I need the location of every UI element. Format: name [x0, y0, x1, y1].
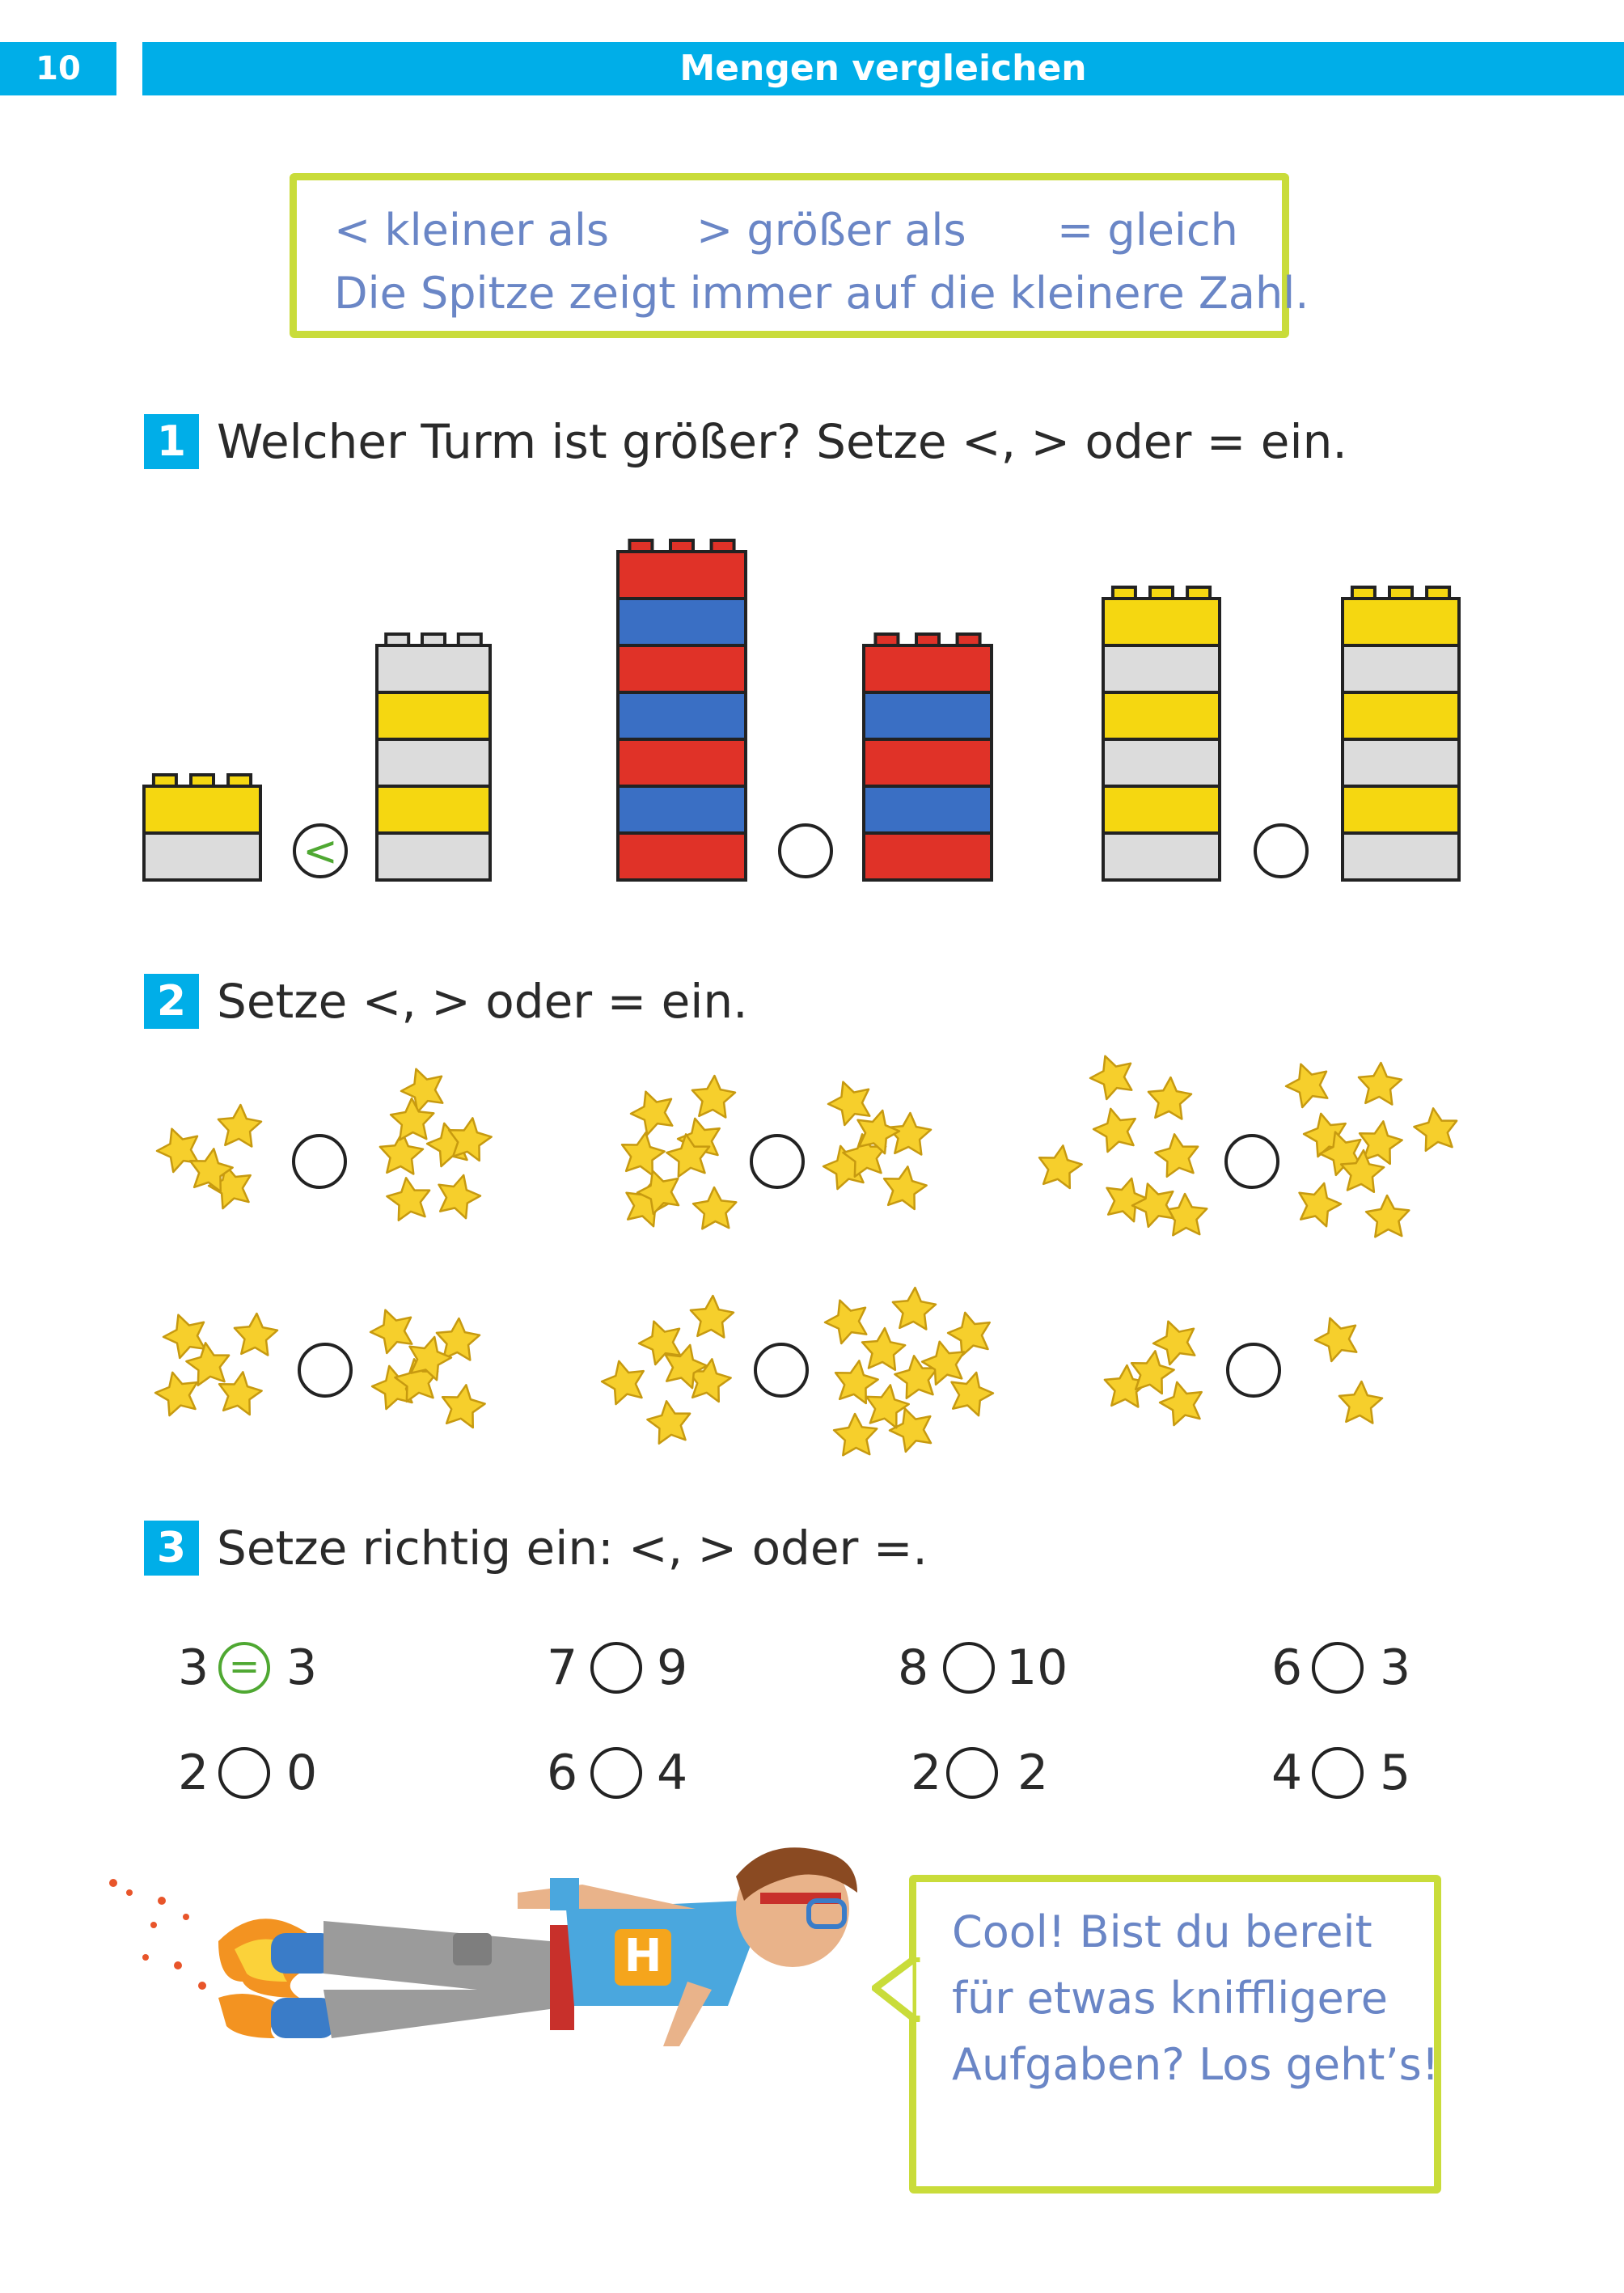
star — [689, 1295, 734, 1338]
star — [861, 1326, 907, 1370]
tower-brick — [864, 739, 992, 786]
bubble-line-1: Cool! Bist du bereit — [952, 1906, 1372, 1957]
tower-brick — [1103, 833, 1220, 880]
t3-r1c2-b: 9 — [657, 1639, 688, 1696]
t3-r2c1-answer[interactable] — [218, 1747, 270, 1799]
star — [1338, 1381, 1383, 1424]
tower-answer-circle-2[interactable] — [780, 825, 831, 877]
star — [233, 1313, 278, 1356]
tower-brick — [1343, 786, 1459, 833]
tower-brick — [1343, 599, 1459, 645]
tower-brick — [1103, 645, 1220, 692]
task-number-3: 3 — [144, 1521, 199, 1576]
tower-brick — [618, 833, 746, 880]
tower-brick — [864, 645, 992, 692]
star — [618, 1129, 666, 1176]
tower-brick-stud — [228, 775, 251, 786]
flying-hero-illustration — [97, 1844, 906, 2135]
star — [692, 1187, 737, 1229]
star — [1412, 1106, 1461, 1153]
bubble-line-2: für etwas kniffligere — [952, 1973, 1388, 2024]
star — [823, 1075, 877, 1128]
t3-r2c1-a: 2 — [178, 1745, 209, 1801]
star — [1309, 1311, 1364, 1364]
star — [891, 1287, 937, 1330]
star — [1127, 1177, 1182, 1229]
tower-brick — [377, 833, 490, 880]
tower-brick — [864, 692, 992, 739]
tower-brick-stud — [1352, 587, 1375, 599]
tower-brick — [144, 786, 260, 833]
tower-brick — [1343, 692, 1459, 739]
star — [217, 1104, 262, 1147]
info-less: < kleiner als — [334, 205, 609, 256]
tower-brick — [377, 739, 490, 786]
tower-brick-stud — [386, 634, 408, 645]
tower-brick-stud — [958, 634, 980, 645]
tower-brick-stud — [916, 634, 939, 645]
tower-brick-stud — [459, 634, 481, 645]
star — [819, 1293, 873, 1347]
t3-r2c4-a: 4 — [1271, 1745, 1303, 1801]
tower-brick-stud — [1389, 587, 1412, 599]
star — [944, 1307, 996, 1357]
tower-brick — [618, 786, 746, 833]
t3-r2c4-answer[interactable] — [1312, 1747, 1364, 1799]
star — [1085, 1049, 1139, 1102]
task-3-instruction: Setze richtig ein: <, > oder =. — [217, 1521, 928, 1576]
t3-r1c4-a: 6 — [1271, 1639, 1303, 1696]
star — [390, 1098, 434, 1140]
tower-brick — [377, 645, 490, 692]
tower-brick-stud — [670, 540, 693, 552]
star — [1292, 1178, 1345, 1229]
tower-brick-stud — [154, 775, 176, 786]
info-equal: = gleich — [1057, 205, 1238, 256]
tower-brick — [1343, 645, 1459, 692]
tower-brick — [1343, 833, 1459, 880]
t3-r1c3-answer[interactable] — [943, 1642, 995, 1694]
t3-r1c2-a: 7 — [547, 1639, 578, 1696]
t3-r1c3-a: 8 — [898, 1639, 929, 1696]
tower-brick-stud — [191, 775, 214, 786]
tower-brick — [864, 786, 992, 833]
tower-brick-stud — [1187, 587, 1210, 599]
t3-r2c1-b: 0 — [286, 1745, 318, 1801]
tower-brick — [618, 552, 746, 599]
t3-r2c4-b: 5 — [1380, 1745, 1411, 1801]
star — [1153, 1132, 1202, 1178]
star-answer-circle-1[interactable] — [294, 1136, 345, 1187]
tower-brick-stud — [712, 540, 734, 552]
tower-brick — [618, 599, 746, 645]
t3-r1c4-answer[interactable] — [1312, 1642, 1364, 1694]
tower-brick — [1103, 786, 1220, 833]
star — [1147, 1077, 1192, 1119]
star-answer-circle-5[interactable] — [755, 1344, 807, 1396]
page-title: Mengen vergleichen — [142, 42, 1624, 95]
star — [1365, 1195, 1410, 1237]
speech-bubble-tail — [872, 1957, 928, 2022]
tower-brick — [618, 739, 746, 786]
star-area — [0, 1035, 1624, 1488]
t3-r2c2-answer[interactable] — [590, 1747, 642, 1799]
task-number-2: 2 — [144, 974, 199, 1029]
t3-r1c1-b: 3 — [286, 1639, 318, 1696]
tower-area — [0, 485, 1624, 890]
tower-brick — [618, 645, 746, 692]
star — [438, 1381, 487, 1428]
tower-brick — [1103, 692, 1220, 739]
tower-brick-stud — [1427, 587, 1449, 599]
tower-brick-stud — [1113, 587, 1136, 599]
info-rule: Die Spitze zeigt immer auf die kleinere Zahl. — [334, 268, 1309, 319]
task-number-1: 1 — [144, 414, 199, 469]
tower-brick — [377, 786, 490, 833]
star — [598, 1356, 649, 1406]
info-box — [290, 173, 1309, 338]
tower-answer-circle-3[interactable] — [1255, 825, 1307, 877]
star-answer-circle-4[interactable] — [299, 1344, 351, 1396]
star-answer-circle-3[interactable] — [1226, 1136, 1278, 1187]
task-2-instruction: Setze <, > oder = ein. — [217, 974, 748, 1029]
star — [1089, 1103, 1141, 1153]
t3-r2c3-answer[interactable] — [946, 1747, 998, 1799]
t3-r2c3-a: 2 — [911, 1745, 942, 1801]
tower-brick — [144, 833, 260, 880]
star — [1035, 1142, 1084, 1189]
t3-r1c3-b: 10 — [1006, 1639, 1068, 1696]
star — [1280, 1057, 1334, 1111]
star — [432, 1170, 484, 1221]
tower-brick — [864, 833, 992, 880]
t3-r2c2-a: 6 — [547, 1745, 578, 1801]
star-answer-circle-6[interactable] — [1228, 1344, 1279, 1396]
speech-bubble — [909, 1875, 1441, 2194]
t3-r2c3-b: 2 — [1017, 1745, 1049, 1801]
tower-brick — [1103, 739, 1220, 786]
tower-brick-stud — [1150, 587, 1173, 599]
tower-brick-stud — [629, 540, 652, 552]
star — [385, 1175, 433, 1222]
star — [880, 1163, 928, 1210]
star — [645, 1398, 694, 1445]
star — [691, 1075, 736, 1118]
star — [1156, 1377, 1207, 1427]
t3-r2c2-b: 4 — [657, 1745, 688, 1801]
page-number: 10 — [0, 42, 116, 95]
star — [1357, 1062, 1402, 1105]
tower-brick — [618, 692, 746, 739]
tower-brick — [377, 692, 490, 739]
star — [625, 1085, 679, 1138]
tower-brick-stud — [422, 634, 445, 645]
tower-example-answer: < — [302, 827, 338, 876]
t3-r1c4-b: 3 — [1380, 1639, 1411, 1696]
tower-brick-stud — [875, 634, 898, 645]
tower-brick — [1103, 599, 1220, 645]
task-1-instruction: Welcher Turm ist größer? Setze <, > oder = ein. — [217, 414, 1347, 469]
svg-text:H: H — [624, 1930, 662, 1982]
t3-r1c2-answer[interactable] — [590, 1642, 642, 1694]
star-answer-circle-2[interactable] — [751, 1136, 803, 1187]
star — [395, 1062, 450, 1115]
t3-r1c1-a: 3 — [178, 1639, 209, 1696]
t3-r1c1-answer[interactable]: = — [218, 1642, 270, 1694]
info-greater: > größer als — [696, 205, 966, 256]
star — [151, 1367, 203, 1417]
tower-brick — [1343, 739, 1459, 786]
bubble-line-3: Aufgaben? Los geht’s! — [952, 2039, 1440, 2090]
